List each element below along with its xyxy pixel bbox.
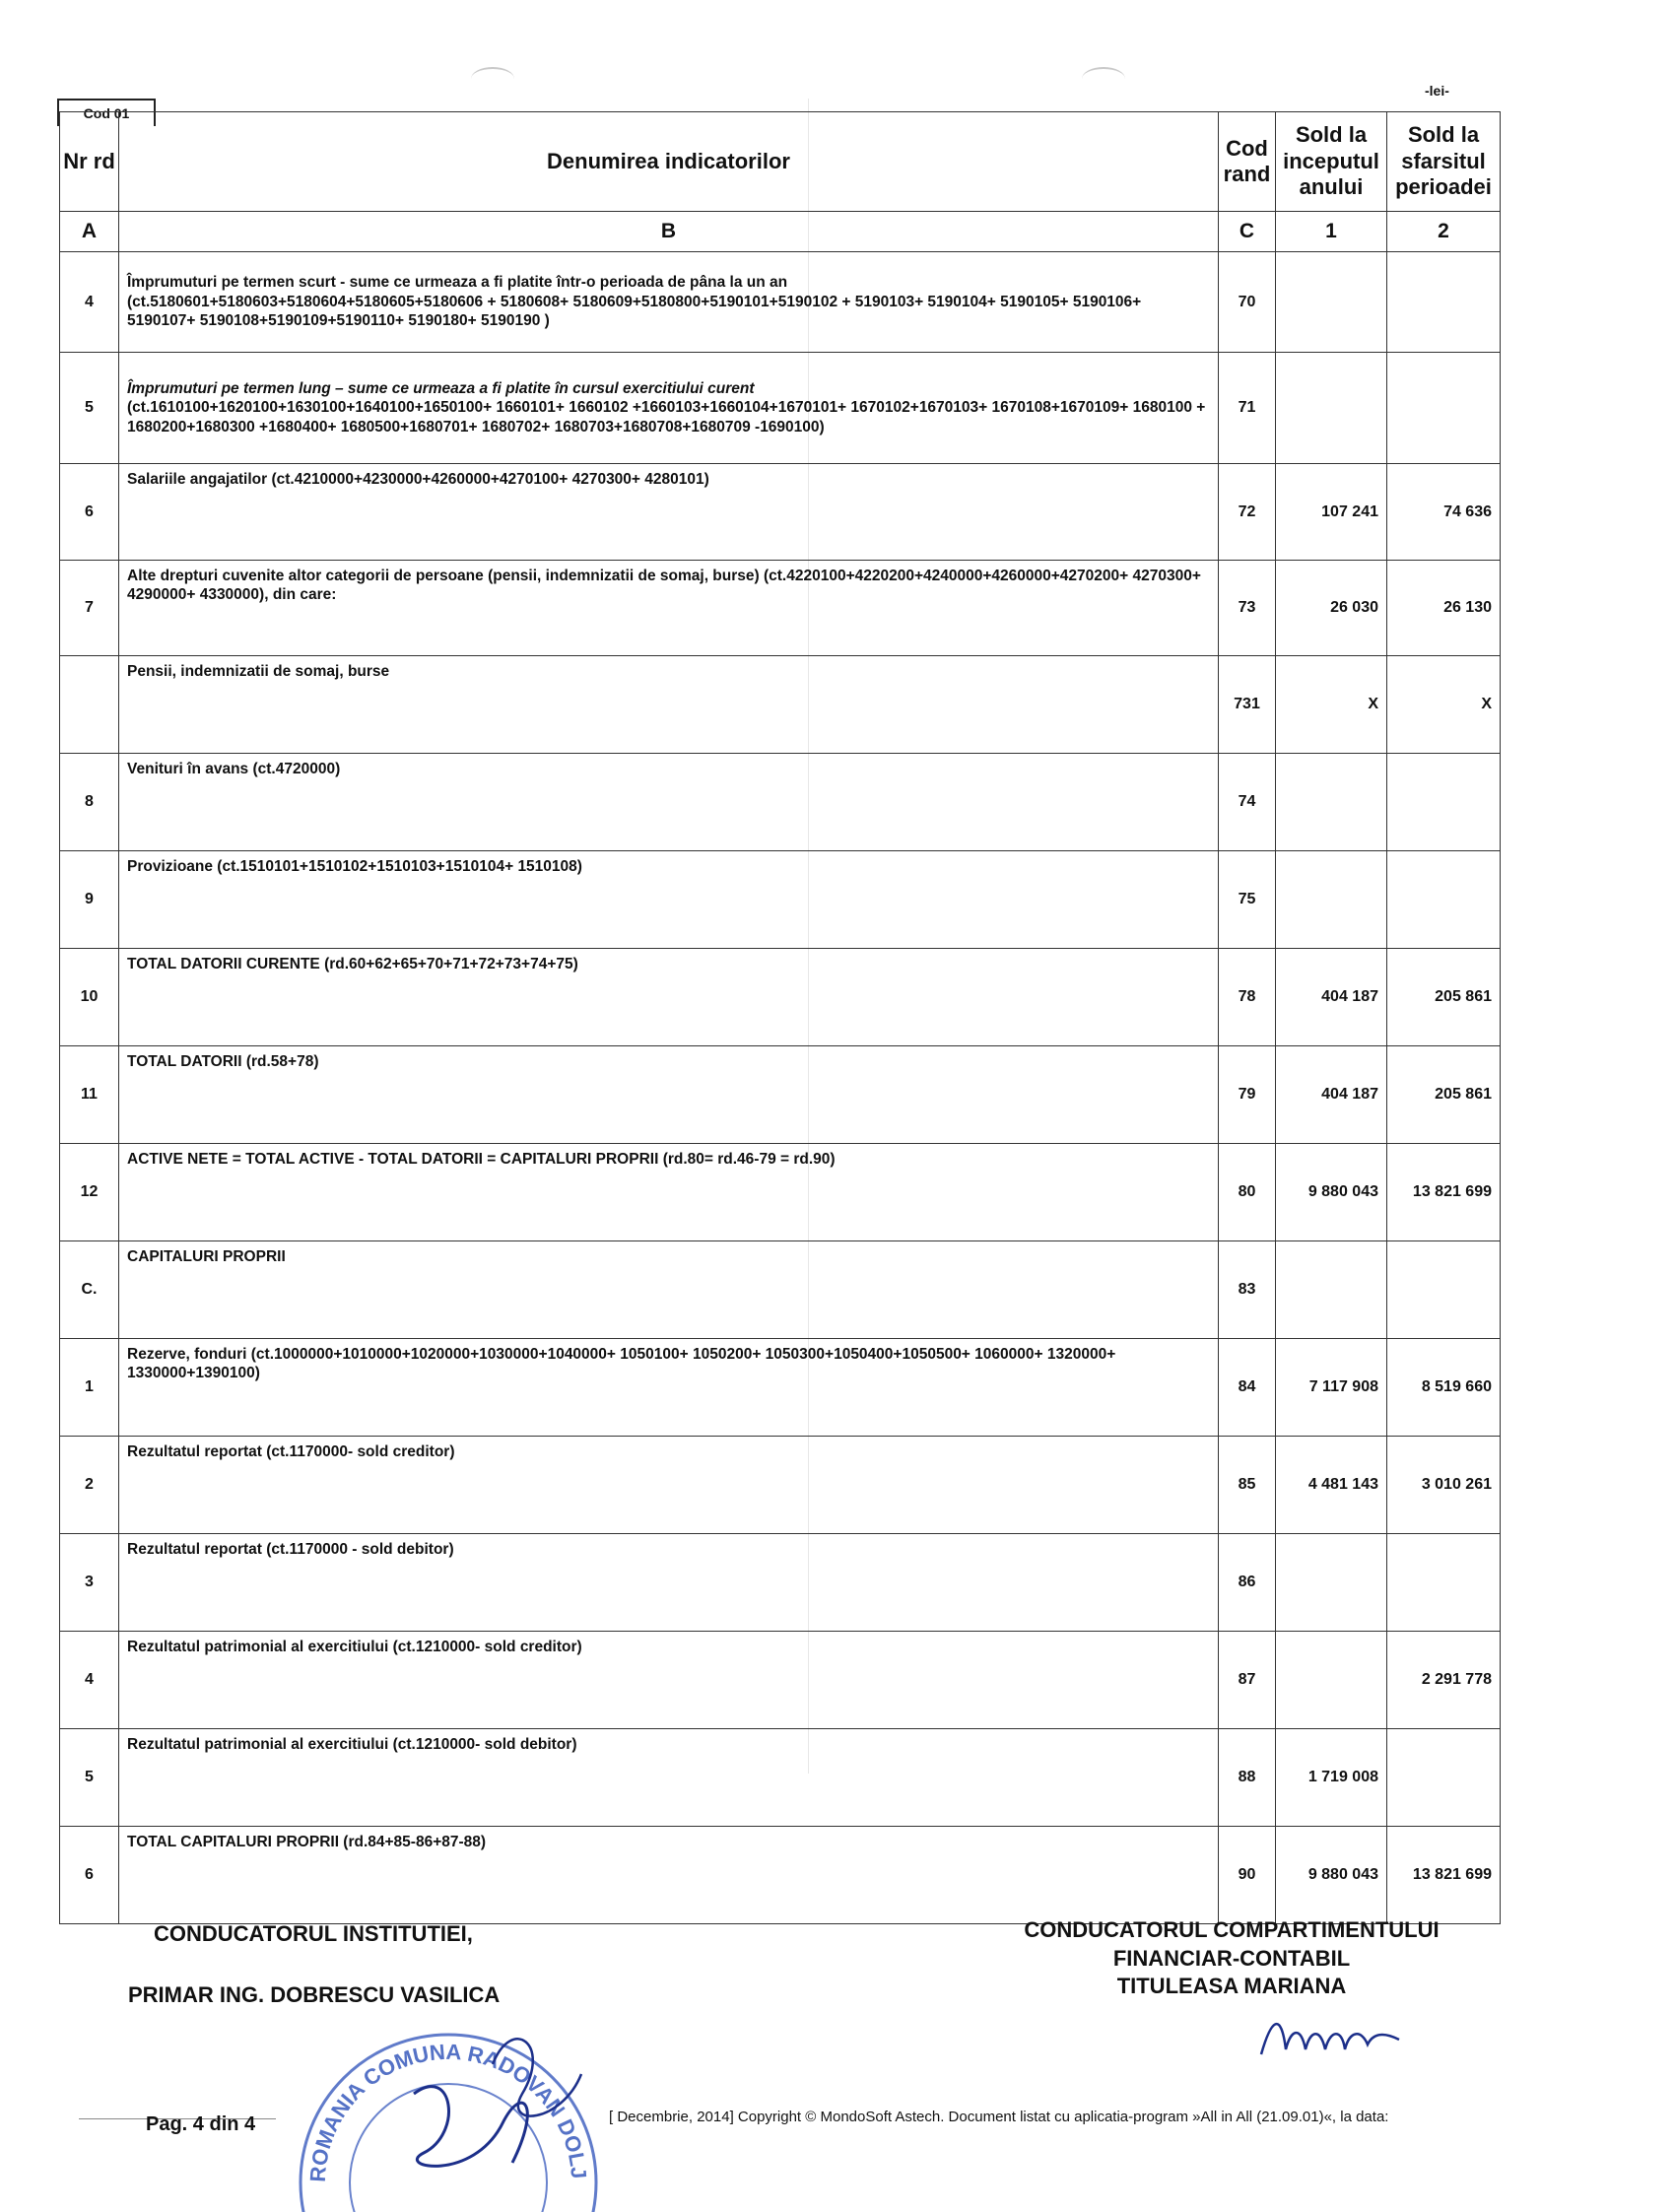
table-row bbox=[60, 1339, 1501, 1437]
header-name: Denumirea indicatorilor bbox=[119, 112, 1219, 212]
finance-head-block bbox=[975, 1916, 1488, 2001]
row-code: 70 bbox=[1219, 252, 1276, 353]
col-letter-c: C bbox=[1219, 212, 1276, 252]
row-start-value: 9 880 043 bbox=[1276, 1827, 1387, 1924]
table-row bbox=[60, 561, 1501, 656]
row-end-value: 74 636 bbox=[1387, 464, 1501, 561]
row-start-value bbox=[1276, 1534, 1387, 1632]
table-row bbox=[60, 1534, 1501, 1632]
row-start-value bbox=[1276, 754, 1387, 851]
row-nr: 2 bbox=[60, 1437, 119, 1534]
row-code: 84 bbox=[1219, 1339, 1276, 1437]
table-row bbox=[60, 754, 1501, 851]
row-code: 72 bbox=[1219, 464, 1276, 561]
row-nr: 6 bbox=[60, 1827, 119, 1924]
row-description: Rezerve, fonduri (ct.1000000+1010000+1020000+1030000+1040000+ 1050100+ 1050200+ 1050300+1050400+1050500+ 1060000+ 1320000+ 1330000+1390100) bbox=[119, 1339, 1219, 1437]
col-letter-a: A bbox=[60, 212, 119, 252]
table-row bbox=[60, 1729, 1501, 1827]
table-row bbox=[60, 353, 1501, 464]
row-end-value: 26 130 bbox=[1387, 561, 1501, 656]
row-description: TOTAL CAPITALURI PROPRII (rd.84+85-86+87-88) bbox=[119, 1827, 1219, 1924]
row-end-value: 8 519 660 bbox=[1387, 1339, 1501, 1437]
header-code: Cod rand bbox=[1219, 112, 1276, 212]
row-start-value: 107 241 bbox=[1276, 464, 1387, 561]
row-end-value: 13 821 699 bbox=[1387, 1144, 1501, 1241]
row-title: Împrumuturi pe termen lung – sume ce urmeaza a fi platite în cursul exercitiului curent bbox=[127, 379, 755, 397]
page-number: Pag. 4 din 4 bbox=[146, 2113, 256, 2135]
table-header-row bbox=[60, 112, 1501, 212]
row-nr: 11 bbox=[60, 1046, 119, 1144]
currency-unit: -lei- bbox=[1425, 83, 1449, 99]
stamp-text: ROMANIA COMUNA RADOVAN DOLJ bbox=[304, 2039, 592, 2183]
row-description: Rezultatul reportat (ct.1170000- sold creditor) bbox=[119, 1437, 1219, 1534]
row-nr: 4 bbox=[60, 1632, 119, 1729]
row-end-value bbox=[1387, 754, 1501, 851]
header-nr: Nr rd bbox=[60, 112, 119, 212]
row-code: 78 bbox=[1219, 949, 1276, 1046]
row-end-value bbox=[1387, 252, 1501, 353]
row-end-value bbox=[1387, 1534, 1501, 1632]
table-row bbox=[60, 1827, 1501, 1924]
row-code: 90 bbox=[1219, 1827, 1276, 1924]
table-column-letters-row bbox=[60, 212, 1501, 252]
institution-head-title: CONDUCATORUL INSTITUTIEI, bbox=[154, 1921, 473, 1946]
row-description: TOTAL DATORII (rd.58+78) bbox=[119, 1046, 1219, 1144]
row-code: 74 bbox=[1219, 754, 1276, 851]
table-row bbox=[60, 1632, 1501, 1729]
row-nr: 6 bbox=[60, 464, 119, 561]
table-row bbox=[60, 656, 1501, 754]
table-row bbox=[60, 1144, 1501, 1241]
row-start-value: 1 719 008 bbox=[1276, 1729, 1387, 1827]
row-end-value: 205 861 bbox=[1387, 949, 1501, 1046]
row-description: Venituri în avans (ct.4720000) bbox=[119, 754, 1219, 851]
footer-copyright: [ Decembrie, 2014] Copyright © MondoSoft Astech. Document listat cu aplicatia-program »All in All (21.09.01)«, la data: bbox=[609, 2109, 1389, 2125]
institution-head-name: PRIMAR ING. DOBRESCU VASILICA bbox=[128, 1982, 501, 2007]
row-nr: 5 bbox=[60, 353, 119, 464]
row-start-value: 26 030 bbox=[1276, 561, 1387, 656]
row-end-value: 205 861 bbox=[1387, 1046, 1501, 1144]
row-code: 79 bbox=[1219, 1046, 1276, 1144]
row-nr: 12 bbox=[60, 1144, 119, 1241]
row-description: Alte drepturi cuvenite altor categorii de persoane (pensii, indemnizatii de somaj, burse) (ct.4220100+4220200+4240000+4260000+4270200+ 4270300+ 4290000+ 4330000), din care: bbox=[119, 561, 1219, 656]
row-title: Împrumuturi pe termen scurt - sume ce urmeaza a fi platite într-o perioada de pâna la un an bbox=[127, 274, 788, 292]
header-start: Sold la inceputul anului bbox=[1276, 112, 1387, 212]
handwritten-signature bbox=[1251, 2000, 1409, 2069]
punch-hole-right bbox=[1082, 67, 1125, 91]
row-nr: 4 bbox=[60, 252, 119, 353]
punch-hole-left bbox=[471, 67, 514, 91]
row-code: 75 bbox=[1219, 851, 1276, 949]
col-number-2: 2 bbox=[1387, 212, 1501, 252]
row-description: Rezultatul reportat (ct.1170000 - sold debitor) bbox=[119, 1534, 1219, 1632]
table-row bbox=[60, 1046, 1501, 1144]
row-nr: 9 bbox=[60, 851, 119, 949]
row-end-value bbox=[1387, 1729, 1501, 1827]
row-code: 88 bbox=[1219, 1729, 1276, 1827]
row-description: Salariile angajatilor (ct.4210000+4230000+4260000+4270100+ 4270300+ 4280101) bbox=[119, 464, 1219, 561]
table-row bbox=[60, 851, 1501, 949]
row-start-value: 404 187 bbox=[1276, 949, 1387, 1046]
header-end: Sold la sfarsitul perioadei bbox=[1387, 112, 1501, 212]
row-description: Pensii, indemnizatii de somaj, burse bbox=[119, 656, 1219, 754]
balance-sheet-table bbox=[59, 111, 1501, 1924]
official-stamp bbox=[266, 1956, 631, 2212]
row-formula: (ct.5180601+5180603+5180604+5180605+5180606 + 5180608+ 5180609+5180800+5190101+5190102 + 5190103+ 5190104+ 5190105+ 5190106+ 5190107+ 5190108+5190109+5190110+ 5190180+ 5190190 ) bbox=[127, 293, 1142, 330]
row-nr: 10 bbox=[60, 949, 119, 1046]
row-end-value: 3 010 261 bbox=[1387, 1437, 1501, 1534]
row-code: 83 bbox=[1219, 1241, 1276, 1339]
row-description: Rezultatul patrimonial al exercitiului (ct.1210000- sold creditor) bbox=[119, 1632, 1219, 1729]
row-code: 731 bbox=[1219, 656, 1276, 754]
row-description: TOTAL DATORII CURENTE (rd.60+62+65+70+71+72+73+74+75) bbox=[119, 949, 1219, 1046]
row-end-value: 2 291 778 bbox=[1387, 1632, 1501, 1729]
row-start-value bbox=[1276, 353, 1387, 464]
row-start-value: 4 481 143 bbox=[1276, 1437, 1387, 1534]
finance-head-name: TITULEASA MARIANA bbox=[1116, 1974, 1347, 1999]
row-code: 80 bbox=[1219, 1144, 1276, 1241]
row-description: Provizioane (ct.1510101+1510102+1510103+1510104+ 1510108) bbox=[119, 851, 1219, 949]
row-end-value: X bbox=[1387, 656, 1501, 754]
finance-head-title-1: CONDUCATORUL COMPARTIMENTULUI bbox=[1024, 1917, 1440, 1942]
row-description: Rezultatul patrimonial al exercitiului (ct.1210000- sold debitor) bbox=[119, 1729, 1219, 1827]
row-start-value bbox=[1276, 252, 1387, 353]
row-description: ACTIVE NETE = TOTAL ACTIVE - TOTAL DATORII = CAPITALURI PROPRII (rd.80= rd.46-79 = rd.90) bbox=[119, 1144, 1219, 1241]
table-row bbox=[60, 464, 1501, 561]
row-nr: C. bbox=[60, 1241, 119, 1339]
table-row bbox=[60, 1437, 1501, 1534]
col-letter-b: B bbox=[119, 212, 1219, 252]
form-code: Cod 01 bbox=[57, 99, 156, 126]
row-start-value bbox=[1276, 1632, 1387, 1729]
row-start-value: 404 187 bbox=[1276, 1046, 1387, 1144]
row-nr: 3 bbox=[60, 1534, 119, 1632]
row-start-value: 9 880 043 bbox=[1276, 1144, 1387, 1241]
row-code: 73 bbox=[1219, 561, 1276, 656]
row-end-value bbox=[1387, 1241, 1501, 1339]
row-nr bbox=[60, 656, 119, 754]
row-start-value bbox=[1276, 851, 1387, 949]
table-row bbox=[60, 949, 1501, 1046]
row-end-value bbox=[1387, 353, 1501, 464]
table-row bbox=[60, 252, 1501, 353]
row-description: CAPITALURI PROPRII bbox=[119, 1241, 1219, 1339]
row-nr: 1 bbox=[60, 1339, 119, 1437]
row-code: 86 bbox=[1219, 1534, 1276, 1632]
row-end-value bbox=[1387, 851, 1501, 949]
row-description bbox=[119, 252, 1219, 353]
table-row bbox=[60, 1241, 1501, 1339]
row-nr: 8 bbox=[60, 754, 119, 851]
row-start-value: 7 117 908 bbox=[1276, 1339, 1387, 1437]
row-description bbox=[119, 353, 1219, 464]
row-start-value: X bbox=[1276, 656, 1387, 754]
finance-head-title-2: FINANCIAR-CONTABIL bbox=[1112, 1945, 1351, 1971]
col-number-1: 1 bbox=[1276, 212, 1387, 252]
row-nr: 5 bbox=[60, 1729, 119, 1827]
row-end-value: 13 821 699 bbox=[1387, 1827, 1501, 1924]
row-formula: (ct.1610100+1620100+1630100+1640100+1650100+ 1660101+ 1660102 +1660103+1660104+1670101+ 1670102+1670103+ 1670108+1670109+ 1680100 + 1680200+1680300 +1680400+ 1680500+1680701+ 1680702+ 1680703+1680708+1680709 -1690100) bbox=[127, 399, 1206, 436]
row-code: 87 bbox=[1219, 1632, 1276, 1729]
row-start-value bbox=[1276, 1241, 1387, 1339]
row-nr: 7 bbox=[60, 561, 119, 656]
row-code: 85 bbox=[1219, 1437, 1276, 1534]
row-code: 71 bbox=[1219, 353, 1276, 464]
